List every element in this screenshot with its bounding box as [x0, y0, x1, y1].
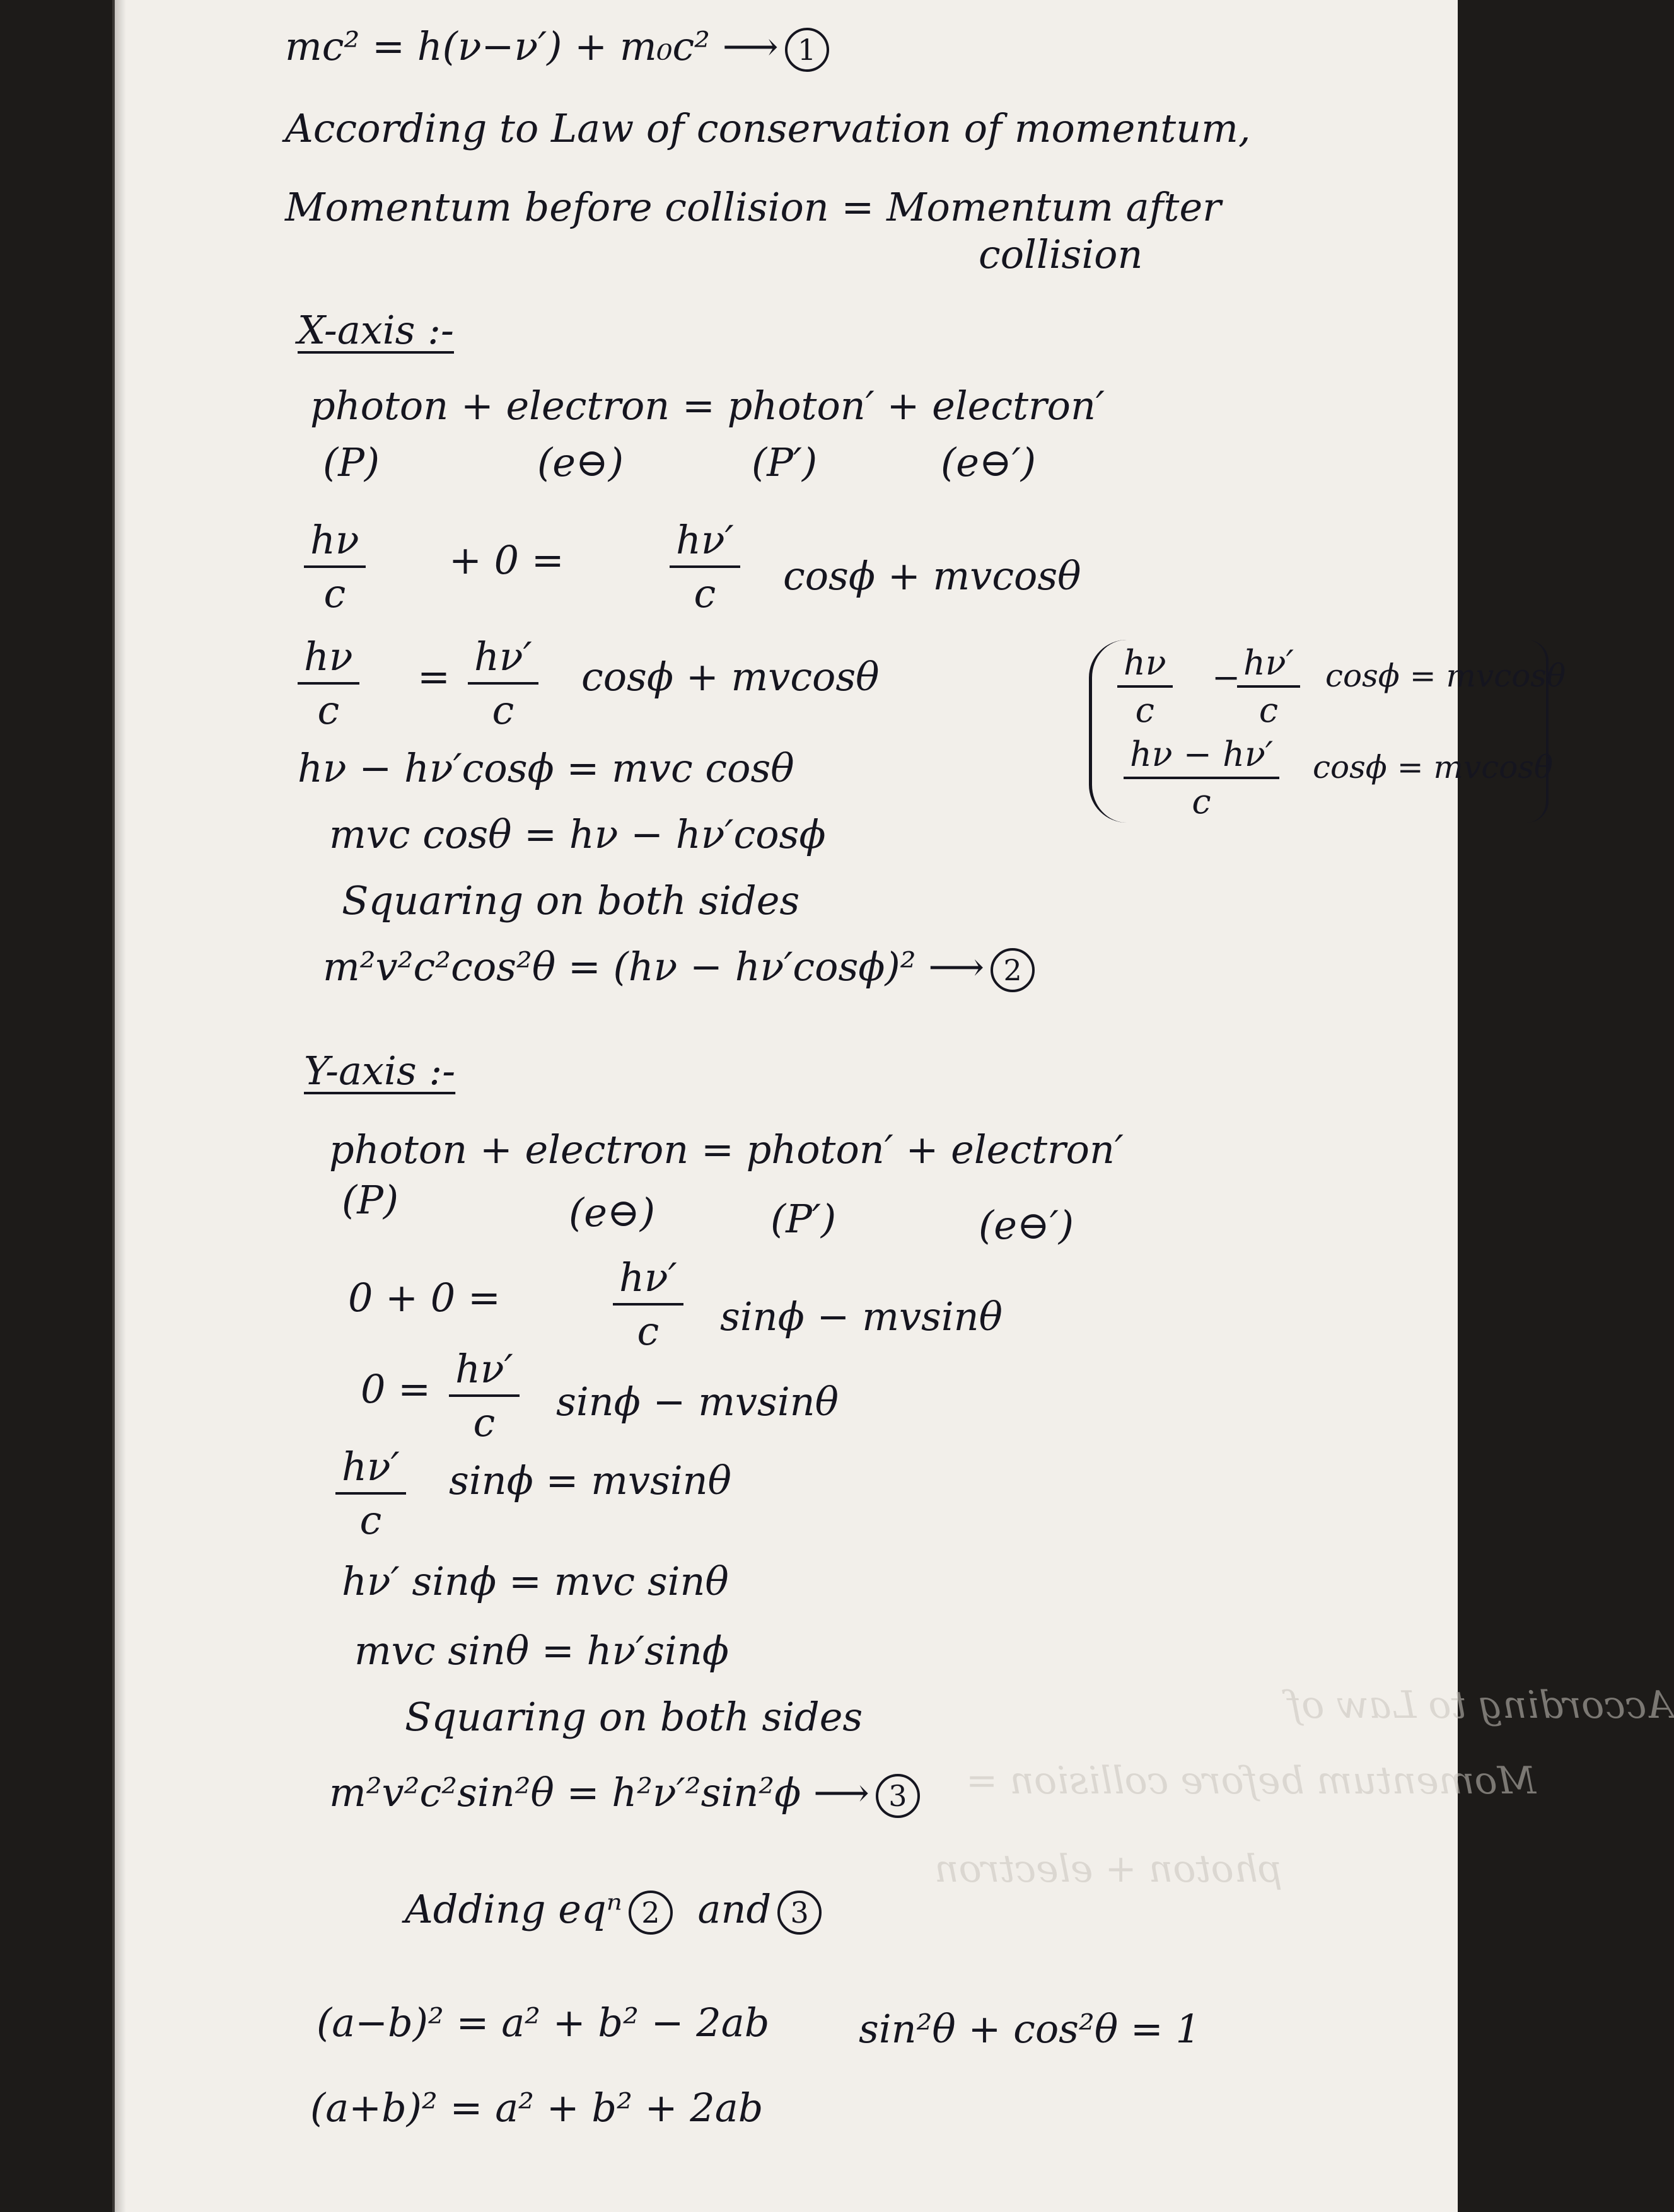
y-eq2-fraction: [449, 1346, 520, 1445]
fraction-bar: [1237, 685, 1300, 688]
equation-number-badge: 2: [629, 1891, 673, 1935]
equation-number-badge: 1: [785, 28, 829, 72]
bleed-through-text: photon + electron: [934, 1847, 1282, 1891]
side-a-tail: cosϕ = mvcosθ: [1325, 657, 1566, 694]
fraction-bar: [613, 1303, 683, 1306]
x-eq2-lhs-fraction: [298, 634, 359, 733]
x-symbol-p-prime: (P′): [752, 439, 818, 485]
y-eq1-tail: sinϕ − mvsinθ: [720, 1294, 1003, 1340]
fraction-numerator: hν: [1124, 643, 1166, 683]
fraction-bar: [335, 1492, 406, 1495]
fraction-denominator: c: [1192, 782, 1211, 821]
x-eq6-text: m²v²c²cos²θ = (hν − hν′cosϕ)² ⟶: [323, 944, 985, 990]
y-eq3-tail: sinϕ = mvsinθ: [449, 1457, 731, 1503]
fraction-denominator: c: [1258, 690, 1279, 730]
identity-a-plus-b: (a+b)² = a² + b² + 2ab: [310, 2085, 764, 2131]
x-symbol-p: (P): [323, 439, 380, 485]
notebook-page: [112, 0, 1674, 2212]
fraction-numerator: hν: [310, 517, 359, 563]
fraction-bar: [670, 565, 740, 568]
y-axis-heading: Y-axis :-: [304, 1048, 456, 1094]
fraction-bar: [1117, 685, 1173, 688]
x-eq1-tail: cosϕ + mvcosθ: [783, 553, 1081, 599]
y-symbol-p: (P): [342, 1177, 399, 1223]
y-eq5: mvc sinθ = hν′sinϕ: [354, 1628, 729, 1674]
fraction-bar: [468, 682, 538, 685]
momentum-statement-cont: collision: [979, 231, 1143, 277]
fraction-denominator: c: [637, 1308, 660, 1354]
fraction-denominator: c: [317, 687, 340, 733]
conservation-statement: According to Law of conservation of momentum,: [285, 105, 1251, 151]
equation-number-badge: 3: [777, 1891, 822, 1935]
y-eq4: hν′ sinϕ = mvc sinθ: [342, 1558, 729, 1604]
x-eq6: [323, 946, 1035, 992]
momentum-statement: Momentum before collision = Momentum after: [285, 184, 1221, 230]
side-a-minus: −: [1212, 657, 1241, 697]
side-b-tail: cosϕ = mvcosθ: [1313, 749, 1554, 785]
y-eq7: [329, 1771, 920, 1818]
adding-statement: [405, 1888, 822, 1935]
equation-number-badge: 2: [991, 948, 1035, 992]
x-symbol-e-prime: (e⊖′): [941, 439, 1037, 485]
fraction-bar: [304, 565, 366, 568]
fraction-denominator: c: [1135, 690, 1154, 730]
fraction-numerator: hν′: [676, 517, 734, 563]
fraction-denominator: c: [473, 1399, 496, 1445]
side-b-fraction: [1124, 734, 1279, 821]
y-symbol-e: (e⊖): [569, 1190, 656, 1236]
fraction-numerator: hν′: [1243, 643, 1294, 683]
y-eq1-lhs: 0 + 0 =: [348, 1275, 501, 1321]
y-symbol-e-prime: (e⊖′): [979, 1202, 1074, 1248]
y-squaring-note: Squaring on both sides: [405, 1694, 863, 1740]
x-axis-particles: photon + electron = photon′ + electron′: [310, 383, 1105, 429]
fraction-denominator: c: [323, 570, 346, 617]
identity-a-minus-b: (a−b)² = a² + b² − 2ab: [317, 2000, 770, 2046]
bleed-through-text: Momentum before collision =: [966, 1759, 1537, 1803]
fraction-numerator: hν − hν′: [1130, 734, 1274, 774]
x-axis-heading: X-axis :-: [298, 307, 454, 353]
x-eq2-equals: =: [417, 654, 450, 700]
energy-equation: [285, 25, 829, 72]
x-eq3: hν − hν′cosϕ = mvc cosθ: [298, 745, 794, 791]
y-symbol-p-prime: (P′): [770, 1196, 837, 1242]
fraction-bar: [449, 1394, 520, 1397]
x-eq1-lhs-fraction: [304, 517, 366, 617]
equation-number-badge: 3: [876, 1774, 920, 1818]
fraction-numerator: hν′: [619, 1254, 677, 1300]
fraction-numerator: hν′: [342, 1444, 400, 1490]
x-eq1-middle: + 0 =: [449, 537, 564, 583]
fraction-denominator: c: [492, 687, 514, 733]
bleed-through-text: According to Law of: [1287, 1683, 1674, 1727]
fraction-denominator: c: [359, 1497, 382, 1543]
fraction-numerator: hν: [304, 634, 353, 680]
x-eq4: mvc cosθ = hν − hν′cosϕ: [329, 811, 826, 857]
x-eq1-rhs-fraction: [670, 517, 740, 617]
identity-trig: sin²θ + cos²θ = 1: [859, 2006, 1200, 2052]
y-axis-particles: photon + electron = photon′ + electron′: [329, 1126, 1124, 1173]
y-eq2-tail: sinϕ − mvsinθ: [556, 1379, 839, 1425]
x-symbol-e: (e⊖): [537, 439, 624, 485]
x-eq2-rhs-fraction: [468, 634, 538, 733]
x-eq2-tail: cosϕ + mvcosθ: [581, 654, 880, 700]
y-eq1-fraction: [613, 1254, 683, 1354]
adding-text: Adding eqⁿ: [405, 1886, 622, 1932]
fraction-bar: [298, 682, 359, 685]
x-squaring-note: Squaring on both sides: [342, 877, 800, 924]
side-a-fraction-2: [1237, 643, 1300, 730]
fraction-denominator: c: [694, 570, 716, 617]
y-eq3-fraction: [335, 1444, 406, 1543]
y-eq7-text: m²v²c²sin²θ = h²ν′²sin²ϕ ⟶: [329, 1769, 869, 1815]
energy-equation-text: mc² = h(ν−ν′) + m₀c² ⟶: [285, 23, 779, 69]
fraction-bar: [1124, 777, 1279, 779]
side-a-fraction-1: [1117, 643, 1173, 730]
adding-and: and: [697, 1886, 772, 1932]
y-eq2-lhs: 0 =: [361, 1366, 431, 1412]
fraction-numerator: hν′: [455, 1346, 513, 1392]
fraction-numerator: hν′: [474, 634, 532, 680]
